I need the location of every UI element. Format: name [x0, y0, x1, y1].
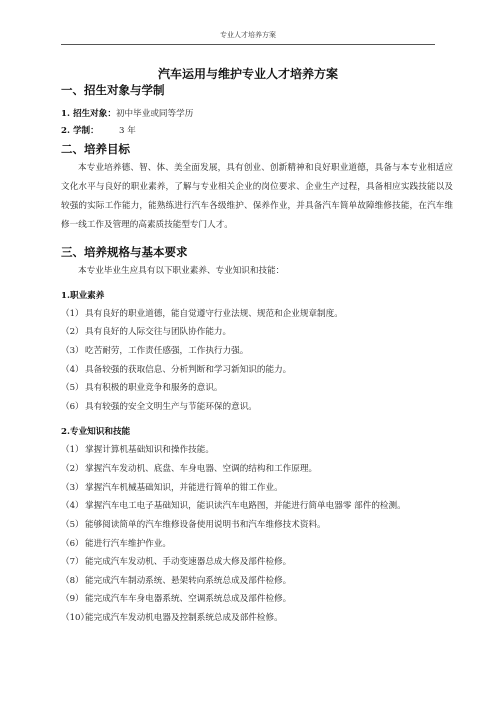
list-item: （2）具有良好的人际交往与团队协作能力。: [61, 327, 232, 337]
list-item: （2）掌握汽车发动机、底盘、车身电器、空调的结构和工作原理。: [61, 464, 318, 474]
list-item: （5）能够阅读简单的汽车维修设备使用说明书和汽车维修技术资料。: [61, 520, 326, 530]
list-item: （7）能完成汽车发动机、手动变速器总成大修及部件检修。: [61, 557, 292, 567]
subsection-title-knowledge-skills: 2.专业知识和技能: [61, 427, 131, 437]
list-item: （4）具备较强的获取信息、分析判断和学习新知识的能力。: [61, 365, 292, 375]
list-item: （6）能进行汽车维护作业。: [61, 539, 171, 549]
list-item: （10）能完成汽车发动机电器及控制系统总成及部件检修。: [61, 613, 283, 623]
field-value: 3 年: [119, 126, 136, 136]
list-item: （1）掌握计算机基础知识和操作技能。: [61, 445, 214, 455]
list-item: （8）能完成汽车制动系统、悬架转向系统总成及部件检修。: [61, 576, 292, 586]
subsection-title-professional-quality: 1.职业素养: [61, 291, 105, 301]
section-heading-enrollment: 一、招生对象与学制: [61, 83, 165, 97]
list-item: （5）具有积极的职业竞争和服务的意识。: [61, 383, 223, 393]
list-item: （1）具有良好的职业道德，能自觉遵守行业法规、规范和企业规章制度。: [61, 309, 343, 319]
list-item: （4）掌握汽车电工电子基础知识，能识读汽车电路图，并能进行简单电器零 部件的检测。: [61, 501, 406, 511]
list-item: （3）吃苦耐劳，工作责任感强，工作执行力强。: [61, 346, 249, 356]
section-heading-requirements: 三、培养规格与基本要求: [61, 245, 188, 259]
list-item: （3）掌握汽车机械基础知识，并能进行简单的钳工作业。: [61, 483, 283, 493]
field-label: 1. 招生对象：: [61, 109, 116, 119]
page-header: 专业人才培养方案: [61, 30, 435, 45]
list-item: （6）具有较强的安全文明生产与节能环保的意识。: [61, 402, 257, 412]
field-value: 初中毕业或同等学历: [115, 109, 194, 119]
requirements-intro: 本专业毕业生应具有以下职业素养、专业知识和技能：: [78, 266, 285, 276]
document-title: 汽车运用与维护专业人才培养方案: [157, 67, 338, 81]
objectives-paragraph: 本专业培养德、智、体、美全面发展，具有创业、创新精神和良好职业道德，具备与本专业相适应文化水平与良好的职业素养，了解与专业相关企业的岗位要求、企业生产过程，具备相应实践技能以及较强的实际工作能力，能熟练进行汽车各级维护、保养作业，并具备汽车简单故障维修技能，在汽车维修一线工作及管理的高素质技能型专门人才。: [61, 163, 453, 230]
field-enrollment-target: [61, 108, 193, 120]
list-item: （9）能完成汽车车身电器系统、空调系统总成及部件检修。: [61, 594, 292, 604]
field-label: 2. 学制：: [61, 126, 99, 136]
field-duration: [61, 125, 136, 137]
section-heading-objectives: 二、培养目标: [61, 142, 130, 156]
